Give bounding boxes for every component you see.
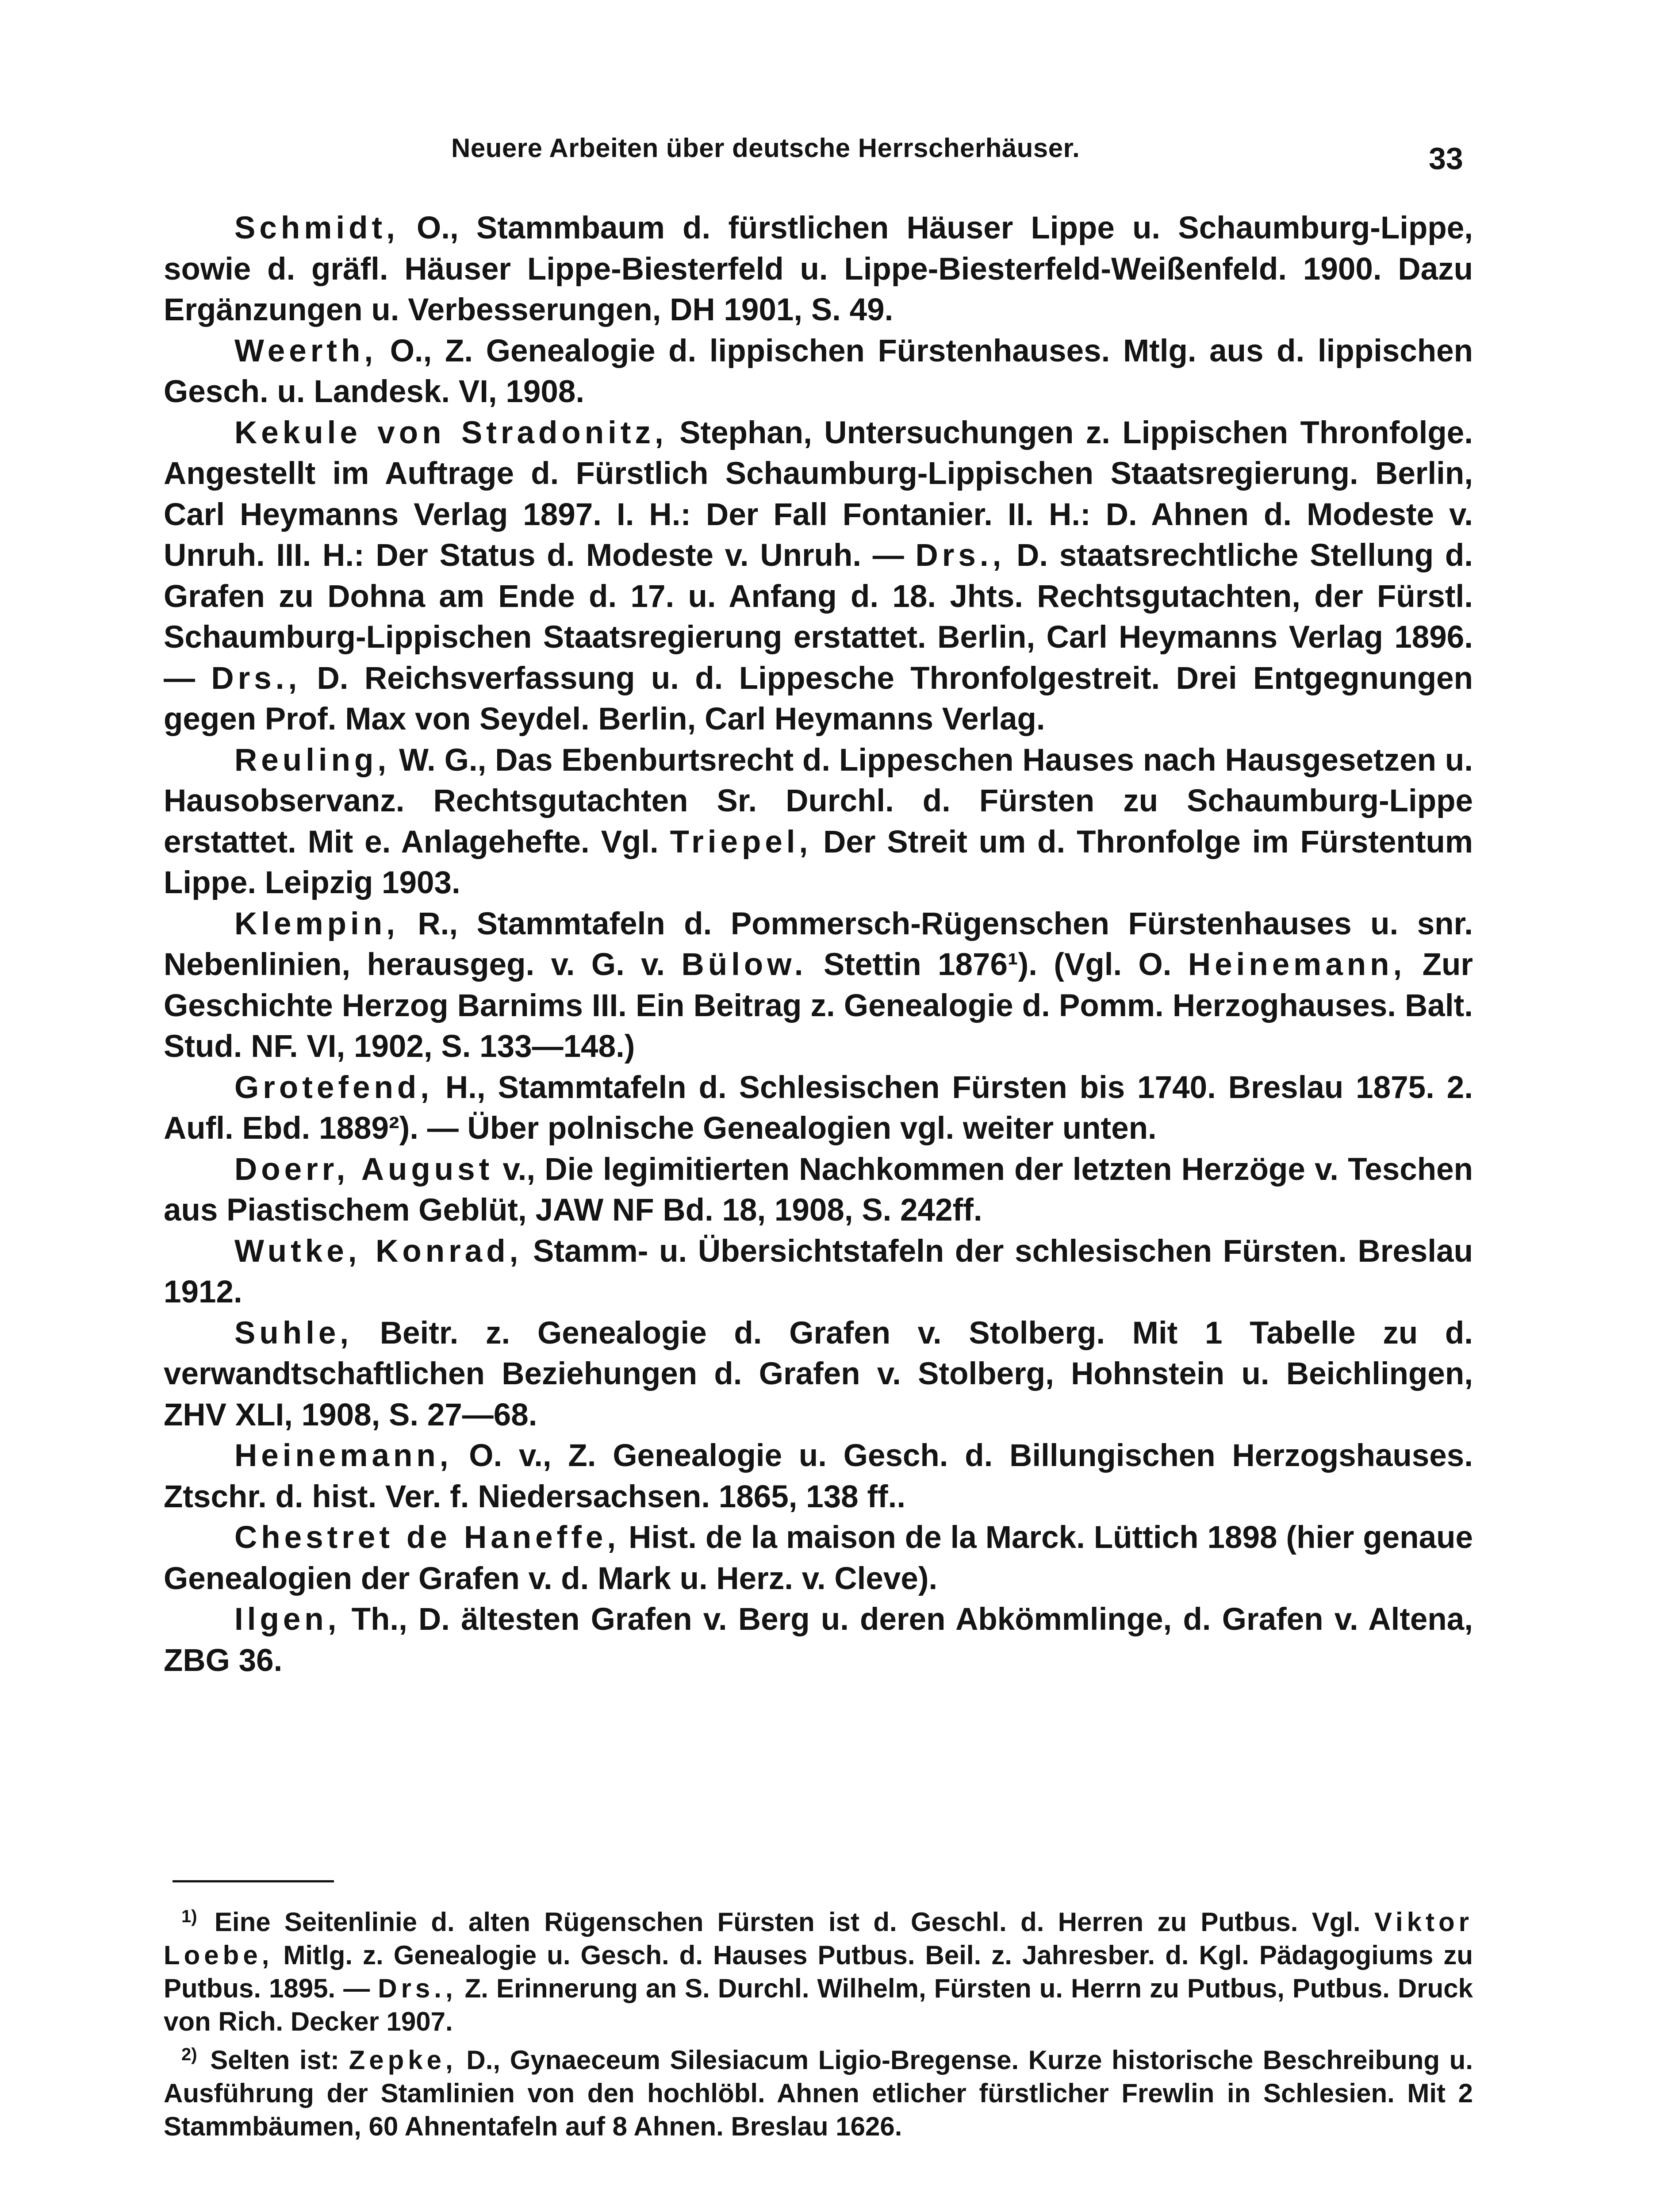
bibliography-entry [164,1068,1473,1149]
entry-text: Hist. de la maison de la Marck. Lüttich 1898 (hier genaue Genealogien der Grafen v. d. Mark u. Herz. v. Cleve). [164,1520,1473,1596]
entry-author: Chestret de Haneffe, [234,1520,620,1555]
bibliography-entry [164,331,1473,413]
bibliography-entry [164,740,1473,904]
entry-author: Reuling, [234,742,391,778]
page-number: 33 [1429,141,1463,176]
entry-author: Doerr, August [234,1152,494,1187]
footnote [164,2038,1473,2143]
entry-text: Stamm- u. Übersichtstafeln der schlesischen Fürsten. Breslau 1912. [164,1233,1473,1310]
footnote-author: Viktor Loebe, [164,1907,1473,1970]
footnote-text: D., Gynaeceum Silesiacum Ligio-Bregense. Kurze historische Beschreibung u. Ausführung der Stamlinien von den hochlöbl. Ahnen etlicher fürstlicher Frewlin in Schlesien. Mit 2 Stammbäumen, 60 Ahnentafeln auf 8 Ahnen. Breslau 1626. [164,2045,1473,2141]
entry-text: Stettin 1876¹). (Vgl. O. [807,947,1188,982]
entry-text: O. v., Z. Genealogie u. Gesch. d. Billungischen Herzogshauses. Ztschr. d. hist. Ver. f. Niedersachsen. 1865, 138 ff.. [164,1438,1473,1514]
entry-text: O., Z. Genealogie d. lippischen Fürstenhauses. Mtlg. aus d. lippischen Gesch. u. Landesk. VI, 1908. [164,333,1473,409]
entry-text: Der Streit um d. Thronfolge im Fürstentum Lippe. Leipzig 1903. [164,824,1473,900]
entry-text: D. Reichsverfassung u. d. Lippesche Thronfolgestreit. Drei Entgegnungen gegen Prof. Max von Seydel. Berlin, Carl Heymanns Verlag. [164,661,1473,737]
bibliography-entry [164,1517,1473,1599]
footnote-marker: 1) [181,1907,197,1926]
entry-text: R., Stammtafeln d. Pommersch-Rügenschen Fürstenhauses u. snr. Nebenlinien, herausgeg. v. G. v. [164,906,1473,982]
bibliography-entry [164,413,1473,740]
entry-author: Kekule von Stradonitz, [234,415,667,450]
bibliography-entry [164,1231,1473,1313]
footnotes [164,1900,1473,2143]
entry-text: W. G., Das Ebenburtsrecht d. Lippeschen Hauses nach Hausgesetzen u. Hausobservanz. Rechtsgutachten Sr. Durchl. d. Fürsten zu Schaumburg-Lippe erstattet. Mit e. Anlagehefte. Vgl. [164,742,1473,860]
entry-author: Klempin, [234,906,399,941]
bibliography-entry [164,1313,1473,1436]
entry-text: Zur Geschichte Herzog Barnims III. Ein Beitrag z. Genealogie d. Pomm. Herzoghauses. Balt. Stud. NF. VI, 1902, S. 133—148.) [164,947,1473,1064]
footnote-text: Eine Seitenlinie d. alten Rügenschen Fürsten ist d. Geschl. d. Herren zu Putbus. Vgl. [200,1907,1375,1937]
footnote-author: Drs., [378,1974,457,2003]
entry-author: Ilgen, [234,1602,341,1637]
entry-text: Th., D. ältesten Grafen v. Berg u. deren Abkömmlinge, d. Grafen v. Altena, ZBG 36. [164,1602,1473,1678]
entry-author: Weerth, [234,333,377,369]
bibliography-entry [164,1599,1473,1681]
entry-author-ref: Heinemann, [1188,947,1406,982]
bibliography-entry [164,1149,1473,1231]
bibliography-list [164,208,1473,1681]
entry-text: O., Stammbaum d. fürstlichen Häuser Lippe u. Schaumburg-Lippe, sowie d. gräfl. Häuser Lippe-Biesterfeld u. Lippe-Biesterfeld-Weißenfeld. 1900. Dazu Ergänzungen u. Verbesserungen, DH 1901, S. 49. [164,211,1473,327]
footnote-marker: 2) [181,2045,197,2064]
footnote [164,1900,1473,2038]
bibliography-entry [164,1436,1473,1517]
entry-text: H., Stammtafeln d. Schlesischen Fürsten bis 1740. Breslau 1875. 2. Aufl. Ebd. 1889²). — Über polnische Genealogien vgl. weiter unten. [164,1070,1473,1146]
bibliography-entry [164,208,1473,331]
entry-text: Beitr. z. Genealogie d. Grafen v. Stolberg. Mit 1 Tabelle zu d. verwandtschaftlichen Beziehungen d. Grafen v. Stolberg, Hohnstein u. Beichlingen, ZHV XLI, 1908, S. 27—68. [164,1315,1473,1432]
bibliography-entry [164,904,1473,1068]
entry-author-ref: Triepel, [670,824,812,860]
entry-text: Stephan, Untersuchungen z. Lippischen Thronfolge. Angestellt im Auftrage d. Fürstlich Schaumburg-Lippischen Staatsregierung. Berlin, Carl Heymanns Verlag 1897. I. H.: Der Fall Fontanier. II. H.: D. Ahnen d. Modeste v. Unruh. III. H.: Der Status d. Modeste v. Unruh. — [164,415,1473,573]
entry-author: Suhle, [234,1315,353,1351]
entry-author: Grotefend, [234,1070,433,1105]
footnote-divider [173,1880,334,1882]
entry-text: D. staatsrechtliche Stellung d. Grafen zu Dohna am Ende d. 17. u. Anfang d. 18. Jhts. Rechtsgutachten, der Fürstl. Schaumburg-Lippischen Staatsregierung erstattet. Berlin, Carl Heymanns Verlag 1896. — [164,538,1473,696]
footnote-author: Zepke, [349,2045,457,2075]
entry-author-ref: Drs., [211,661,301,696]
running-title: Neuere Arbeiten über deutsche Herrscherhäuser. [451,133,1080,163]
entry-author-ref: Bülow. [681,947,807,982]
entry-author: Heinemann, [234,1438,453,1473]
footnote-text: Z. Erinnerung an S. Durchl. Wilhelm, Fürsten u. Herrn zu Putbus, Putbus. Druck von Rich. Decker 1907. [164,1974,1473,2036]
entry-author: Schmidt, [234,211,399,246]
footnote-text: Selten ist: [200,2045,349,2075]
footnote-text: Mitlg. z. Genealogie u. Gesch. d. Hauses Putbus. Beil. z. Jahresber. d. Kgl. Pädagogiums zu Putbus. 1895. — [164,1940,1473,2003]
entry-text: v., Die legimitierten Nachkommen der letzten Herzöge v. Teschen aus Piastischem Geblüt, JAW NF Bd. 18, 1908, S. 242ff. [164,1152,1473,1228]
entry-author: Wutke, Konrad, [234,1233,522,1269]
entry-author-ref: Drs., [915,538,1005,573]
